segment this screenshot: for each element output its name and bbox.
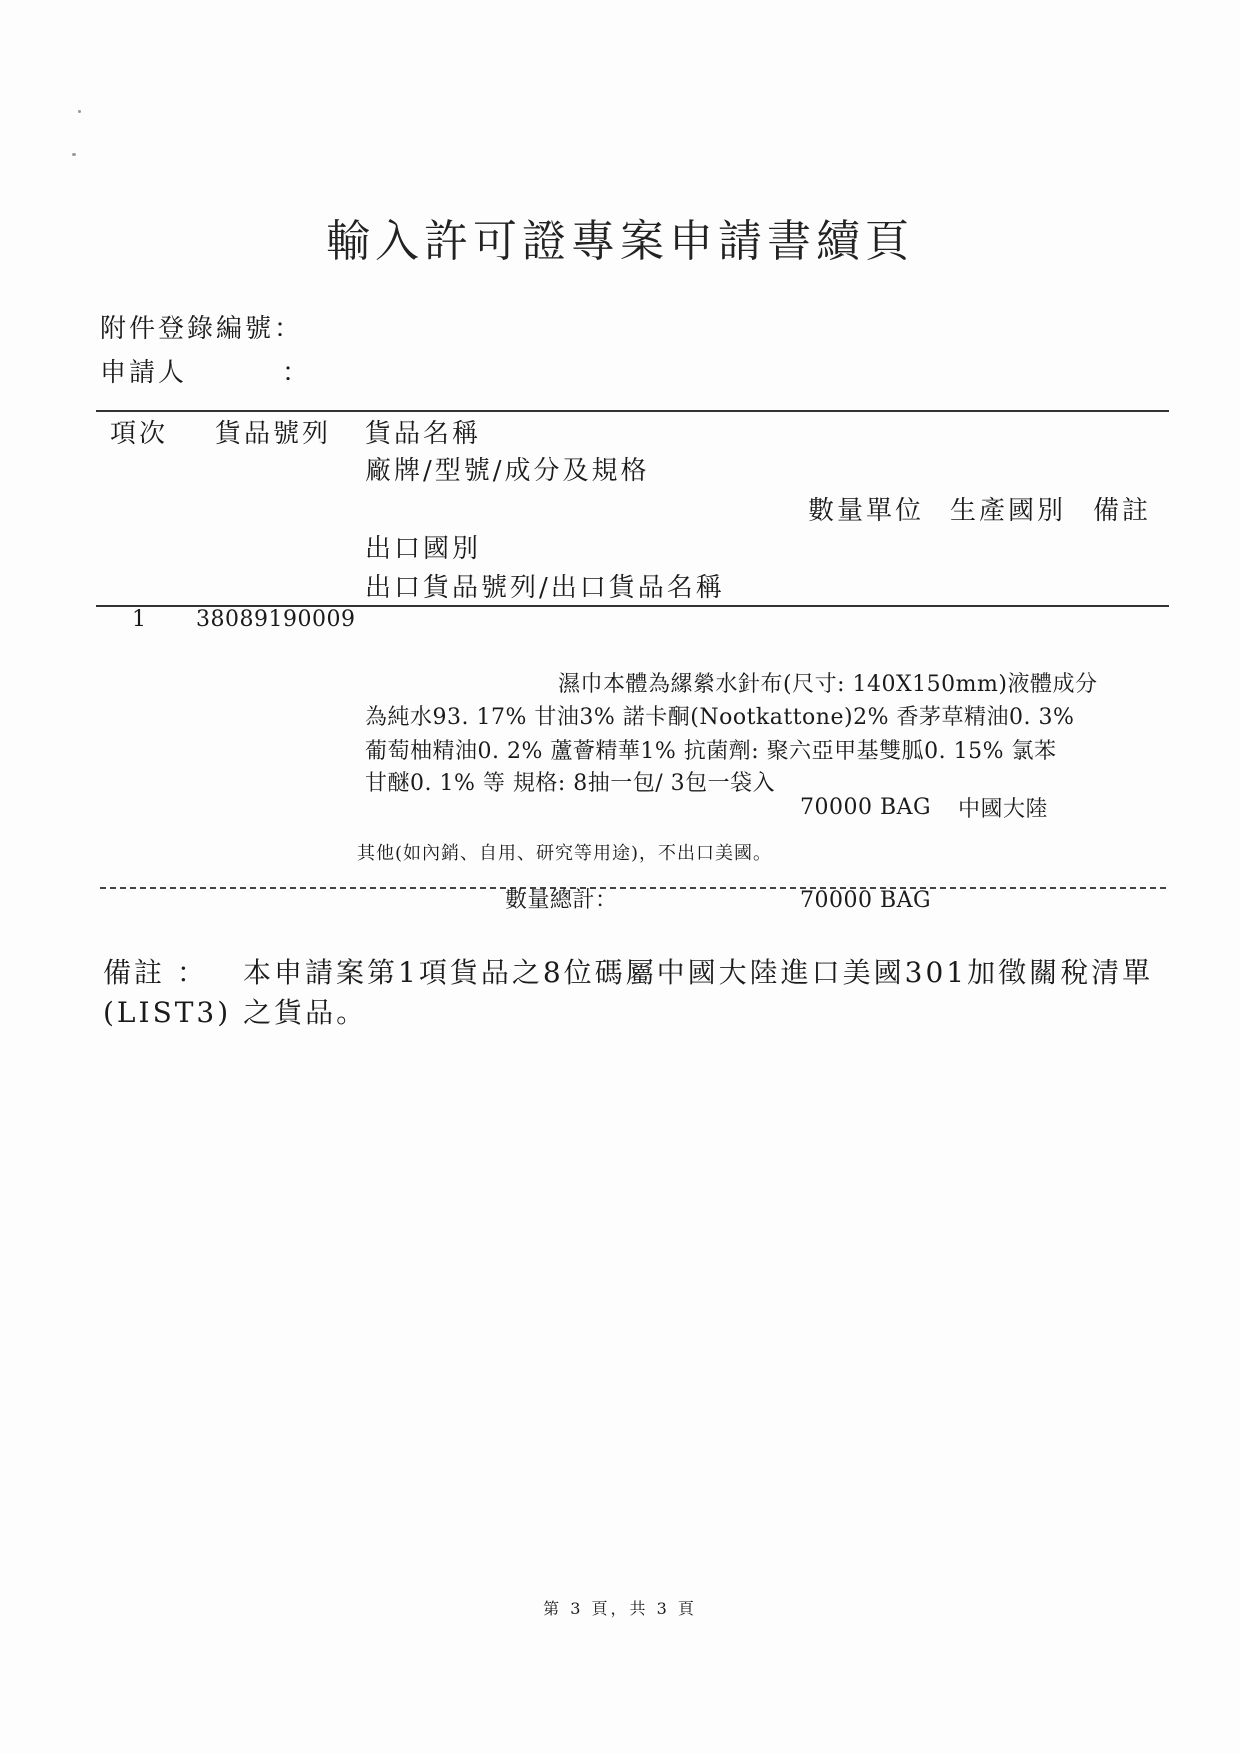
scan-speck [72, 153, 76, 156]
col-export-goods: 出口貨品號列/出口貨品名稱 [365, 573, 725, 603]
applicant-colon: ： [282, 358, 312, 388]
attachment-no-label: 附件登錄編號： [100, 314, 304, 344]
col-remarks: 備註 [1093, 496, 1152, 526]
header-top-rule [96, 410, 1169, 412]
item-origin: 中國大陸 [958, 797, 1049, 822]
col-origin: 生產國別 [950, 496, 1067, 526]
item-code: 38089190009 [196, 607, 356, 632]
page-footer: 第 3 頁，共 3 頁 [543, 1599, 697, 1618]
item-qty: 70000 BAG [800, 795, 932, 820]
item-desc-line: 甘醚0. 1% 等 規格: 8抽一包/ 3包一袋入 [365, 771, 776, 796]
total-label: 數量總計： [505, 888, 618, 913]
col-goods-code: 貨品號列 [215, 419, 332, 449]
total-separator [100, 887, 1166, 889]
item-export-note: 其他(如內銷、自用、研究等用途)，不出口美國。 [357, 843, 773, 864]
col-export-country: 出口國別 [365, 534, 482, 564]
item-desc-line: 濕巾本體為縲縈水針布(尺寸: 140X150mm)液體成分 [558, 672, 1098, 697]
scan-speck [78, 110, 81, 113]
note-label: 備註 ： [103, 956, 208, 989]
item-desc-line: 葡萄柚精油0. 2% 蘆薈精華1% 抗菌劑: 聚六亞甲基雙胍0. 15% 氯苯 [365, 739, 1057, 764]
applicant-label: 申請人 [100, 358, 188, 388]
total-value: 70000 BAG [800, 888, 932, 913]
col-item-no: 項次 [110, 419, 169, 449]
note-line: 本申請案第1項貨品之8位碼屬中國大陸進口美國301加徵關稅清單 [243, 956, 1154, 989]
col-brand-spec: 廠牌/型號/成分及規格 [365, 456, 650, 486]
col-qty-unit: 數量單位 [808, 496, 925, 526]
page-title: 輸入許可證專案申請書續頁 [326, 216, 914, 267]
item-desc-line: 為純水93. 17% 甘油3% 諾卡酮(Nootkattone)2% 香茅草精油0. 3% [365, 705, 1075, 730]
item-no: 1 [132, 607, 147, 632]
col-goods-name: 貨品名稱 [365, 419, 482, 449]
note-line: (LIST3) 之貨品。 [103, 996, 368, 1029]
